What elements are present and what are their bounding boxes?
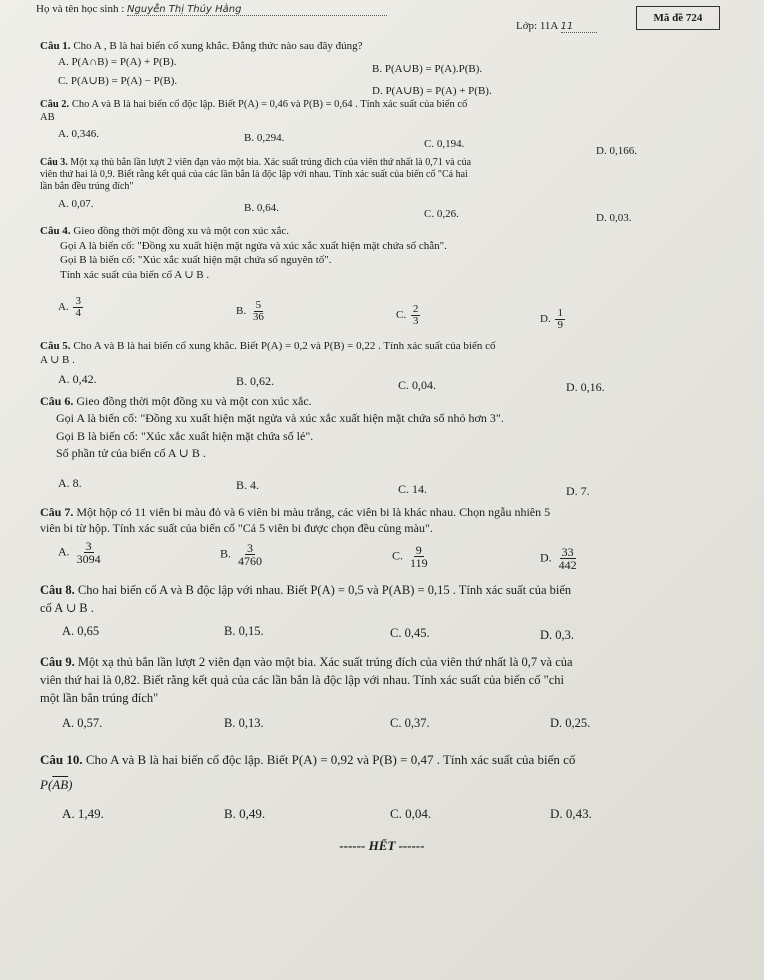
- exam-code-box: [636, 6, 720, 30]
- option-a: A. 0,07.: [58, 198, 94, 210]
- option-c: C. 14.: [398, 482, 428, 496]
- option-b: B. 4.: [236, 478, 260, 492]
- class-value: 11: [561, 21, 597, 33]
- numerator: 3: [75, 295, 81, 307]
- option-a: A. 0,42.: [58, 372, 97, 386]
- question-text-line3: Gọi B là biến cố: "Xúc xắc xuất hiện mặt chứa số lẻ".: [56, 428, 314, 443]
- option-label: C.: [392, 548, 404, 563]
- question-text: Cho A và B là hai biến cố xung khắc. Biết P(A) = 0,2 và P(B) = 0,22 . Tính xác suất của biến cố: [73, 340, 496, 352]
- student-name-line: [127, 3, 387, 16]
- option-d: D. 0,3.: [540, 628, 575, 642]
- numerator: 9: [415, 543, 422, 557]
- question-text-line4: Số phần tử của biến cố A ∪ B .: [56, 446, 206, 461]
- question-text: Một xạ thủ bắn lần lượt 2 viên đạn vào một bia. Xác suất trúng đích của viên thứ nhất là 0,71 và của: [70, 157, 472, 168]
- option-b: B. 0,294.: [244, 132, 285, 144]
- denominator: 4760: [238, 554, 263, 568]
- class-row: [516, 20, 597, 33]
- option-a: A. P(A∩B) = P(A) + P(B).: [58, 56, 177, 68]
- question-number: Câu 6.: [40, 394, 74, 408]
- question-2: [40, 98, 730, 124]
- option-d: D. 0,25.: [550, 716, 591, 730]
- question-number: Câu 7.: [40, 505, 74, 519]
- option-label: A.: [58, 301, 69, 314]
- option-a: [58, 296, 85, 319]
- numerator: 5: [255, 299, 262, 311]
- option-d: [540, 308, 567, 331]
- denominator: 3: [412, 315, 419, 327]
- option-d: [540, 546, 581, 571]
- question-10: [40, 748, 730, 797]
- question-text: Một hộp có 11 viên bi màu đỏ và 6 viên bi màu trắng, các viên bi là khác nhau. Chọn ngẫu nhiên 5: [76, 505, 551, 519]
- question-number: Câu 4.: [40, 225, 71, 237]
- fraction: [236, 542, 264, 567]
- question-text-line3: Gọi B là biến cố: "Xúc xắc xuất hiện mặt chứa số nguyên tố".: [60, 254, 332, 267]
- question-text: Cho hai biến cố A và B độc lập với nhau. Biết P(A) = 0,5 và P(AB) = 0,15 . Tính xác suất của biến: [77, 583, 572, 597]
- option-c: [396, 304, 422, 327]
- question-number: Câu 2.: [40, 99, 70, 110]
- option-label: D.: [540, 313, 551, 326]
- numerator: 1: [557, 307, 563, 319]
- fraction: [555, 308, 565, 331]
- question-text: Cho A và B là hai biến cố độc lập. Biết P(A) = 0,92 và P(B) = 0,47 . Tính xác suất của biến cố: [85, 752, 576, 767]
- option-label: C.: [396, 309, 407, 322]
- option-c: [392, 544, 432, 569]
- option-label: A.: [58, 544, 70, 559]
- question-number: Câu 9.: [40, 655, 75, 669]
- question-6: [40, 393, 730, 463]
- option-c: C. 0,45.: [390, 626, 430, 640]
- question-number: Câu 5.: [40, 340, 71, 352]
- fraction: [75, 540, 103, 565]
- question-text-line4: Tính xác suất của biến cố A ∪ B .: [60, 268, 210, 281]
- question-text-line2: A ∪ B .: [40, 353, 75, 366]
- question-text: Cho A , B là hai biến cố xung khắc. Đẳng thức nào sau đây đúng?: [73, 40, 363, 52]
- question-5: [40, 340, 730, 368]
- class-label: Lớp: 11A: [516, 20, 558, 32]
- option-b: B. 0,64.: [244, 202, 279, 214]
- fraction: [408, 544, 430, 569]
- question-4: [40, 224, 730, 282]
- numerator: 3: [85, 539, 92, 553]
- option-b: B. P(A∪B) = P(A).P(B).: [372, 63, 483, 75]
- expr-complement: $\overline{AB}$: [52, 776, 69, 792]
- option-b: B. 0,49.: [224, 806, 266, 821]
- option-a: [58, 540, 105, 565]
- option-a: A. 0,57.: [62, 716, 103, 730]
- student-name-handwriting: Nguyễn Thị Thúy Hằng: [127, 4, 242, 15]
- option-d: D. 0,166.: [596, 145, 637, 157]
- end-marker: ------ HẾT ------: [339, 838, 425, 853]
- numerator: 3: [247, 541, 254, 555]
- option-b: B. 0,13.: [224, 716, 264, 730]
- denominator: 119: [410, 556, 428, 570]
- denominator: 442: [558, 558, 577, 572]
- expr-suffix: ): [68, 776, 73, 792]
- denominator: 4: [75, 307, 81, 319]
- option-b: B. 0,15.: [224, 624, 264, 638]
- expr-prefix: P(: [40, 776, 53, 792]
- option-d: D. P(A∪B) = P(A) + P(B).: [372, 85, 492, 97]
- option-b: [220, 542, 266, 567]
- option-d: D. 0,03.: [596, 212, 632, 224]
- question-8: [40, 582, 730, 617]
- question-text: Cho A và B là hai biến cố độc lập. Biết P(A) = 0,46 và P(B) = 0,64 . Tính xác suất của biến cố: [71, 99, 468, 110]
- question-number: Câu 3.: [40, 157, 68, 168]
- question-text-line2: viên thứ hai là 0,82. Biết rằng kết quả của các lần bắn là độc lập với nhau. Tính xác suất của biến cố "chỉ: [40, 672, 564, 687]
- fraction: [251, 300, 266, 323]
- option-a: A. 0,346.: [58, 128, 99, 140]
- question-text-line3: một lần bắn trúng đích": [40, 690, 159, 705]
- denominator: 9: [557, 319, 563, 331]
- denominator: 36: [252, 311, 264, 323]
- question-text: Gieo đồng thời một đồng xu và một con xúc xắc.: [76, 394, 312, 408]
- question-number: Câu 10.: [40, 752, 83, 767]
- option-label: B.: [220, 546, 232, 561]
- question-1: [40, 40, 730, 54]
- question-text-line3: lần bắn đều trúng đích": [40, 181, 134, 192]
- numerator: 33: [561, 545, 574, 559]
- question-text-line2: viên thứ hai là 0,9. Biết rằng kết quả của các lần bắn là độc lập với nhau. Tính xác suất của biến cố "Cả hai: [40, 169, 468, 180]
- question-text-line2: AB: [40, 112, 55, 124]
- question-number: Câu 1.: [40, 40, 71, 52]
- option-c: C. 0,26.: [424, 208, 459, 220]
- option-c: C. 0,37.: [390, 716, 430, 730]
- fraction: [73, 296, 83, 319]
- question-text-line2: Gọi A là biến cố: "Đồng xu xuất hiện mặt ngửa và xúc xắc xuất hiện mặt chứa số chẵn".: [60, 239, 447, 252]
- option-c: C. 0,194.: [424, 138, 465, 150]
- question-7: [40, 504, 730, 536]
- option-a: A. 8.: [58, 476, 82, 490]
- option-d: D. 0,16.: [566, 380, 605, 394]
- fraction: [411, 304, 421, 327]
- option-c: C. 0,04.: [398, 378, 437, 392]
- option-d: D. 0,43.: [550, 806, 592, 821]
- question-text-line2: Gọi A là biến cố: "Đồng xu xuất hiện mặt ngửa và xúc xắc xuất hiện mặt chứa số nhỏ hơn 3".: [56, 411, 504, 426]
- option-c: C. P(A∪B) = P(A) − P(B).: [58, 75, 178, 87]
- numerator: 2: [412, 303, 419, 315]
- denominator: 3094: [76, 552, 101, 566]
- question-text-line2: cố A ∪ B .: [40, 600, 94, 615]
- exam-code: Mã đề 724: [653, 12, 703, 24]
- option-b: [236, 300, 268, 323]
- question-text: Một xạ thủ bắn lần lượt 2 viên đạn vào một bia. Xác suất trúng đích của viên thứ nhất là 0,7 và của: [77, 655, 573, 669]
- question-9: [40, 654, 730, 707]
- option-label: B.: [236, 305, 247, 318]
- student-name-row: [36, 3, 387, 16]
- fraction: [557, 546, 579, 571]
- question-expression: [40, 777, 73, 792]
- question-number: Câu 8.: [40, 583, 75, 597]
- option-c: C. 0,04.: [390, 806, 432, 821]
- option-a: A. 0,65: [62, 624, 100, 638]
- option-label: D.: [540, 550, 552, 565]
- option-b: B. 0,62.: [236, 374, 275, 388]
- question-text-line2: viên bi từ hộp. Tính xác suất của biến cố "Cả 5 viên bi được chọn đều cùng màu".: [40, 521, 433, 536]
- option-a: A. 1,49.: [62, 806, 104, 821]
- option-d: D. 7.: [566, 484, 590, 498]
- question-text: Gieo đồng thời một đồng xu và một con xúc xắc.: [73, 225, 290, 237]
- question-3: [40, 157, 730, 193]
- student-name-label: Họ và tên học sinh :: [36, 3, 125, 15]
